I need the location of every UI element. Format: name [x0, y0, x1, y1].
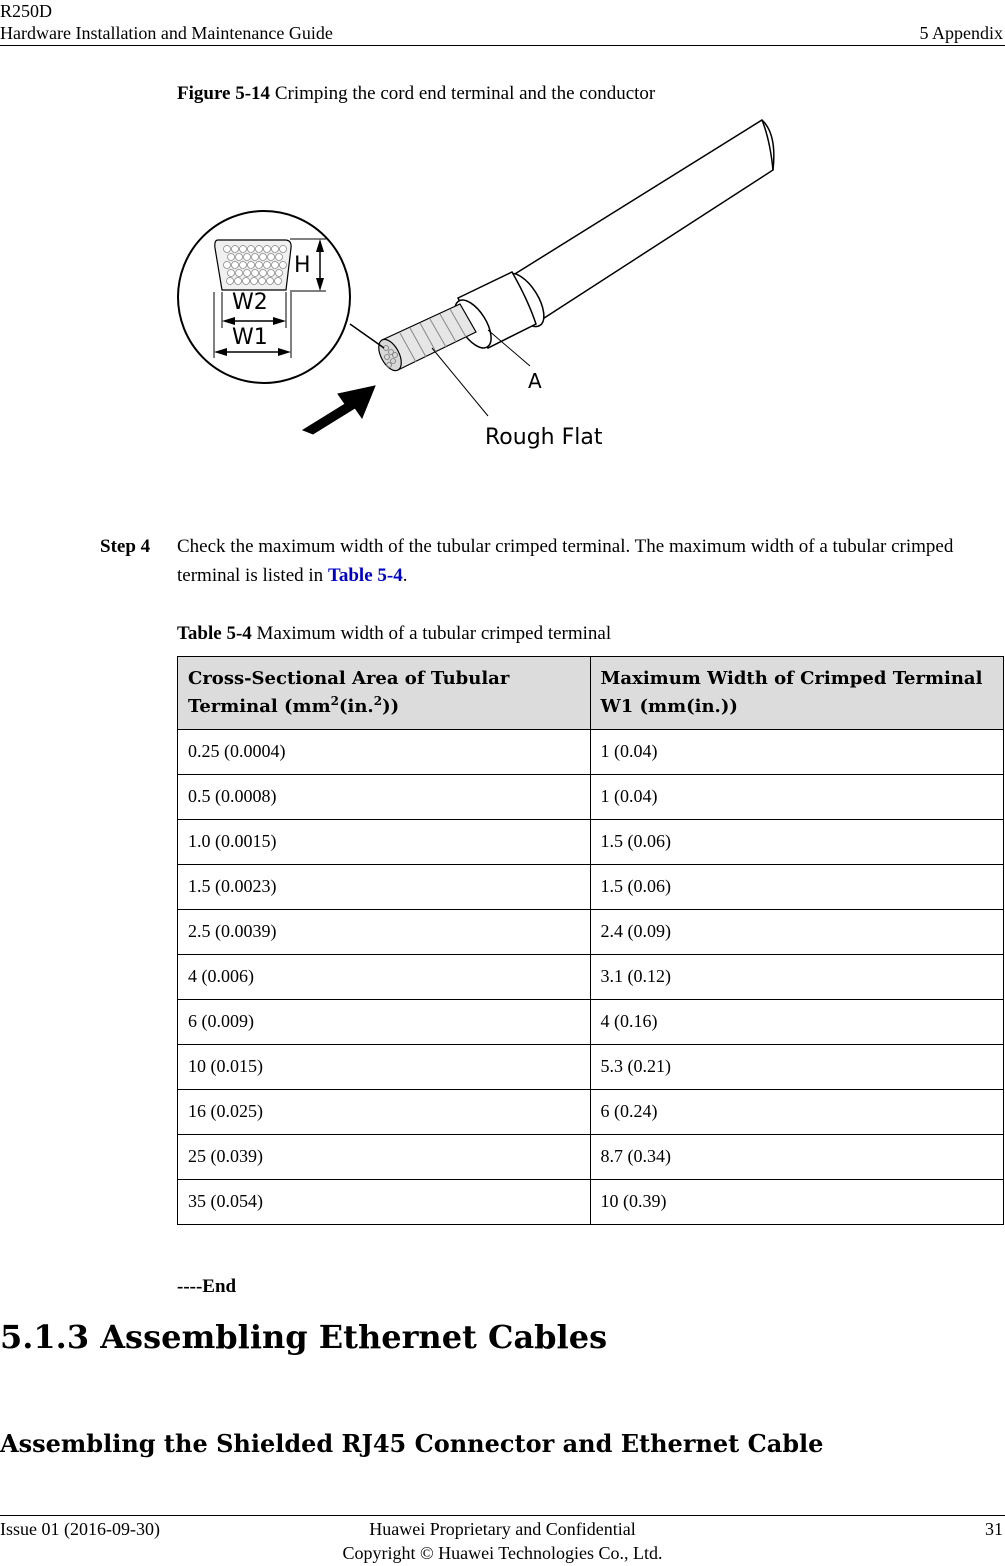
figure-title: Crimping the cord end terminal and the conductor: [274, 83, 656, 104]
table-caption: [177, 623, 611, 645]
cell-max-width: 8.7 (0.34): [590, 1135, 1004, 1180]
step-label: Step 4: [100, 536, 151, 557]
table-row: [178, 1135, 1004, 1180]
cell-max-width: 2.4 (0.09): [590, 910, 1004, 955]
figure-caption: [177, 83, 655, 105]
table-row: [178, 820, 1004, 865]
header-chapter: 5 Appendix: [919, 23, 1003, 43]
cell-cross-section: 2.5 (0.0039): [178, 910, 591, 955]
label-h: H: [294, 253, 311, 278]
cell-max-width: 1 (0.04): [590, 775, 1004, 820]
cell-max-width: 3.1 (0.12): [590, 955, 1004, 1000]
step-text: [177, 532, 997, 590]
table-row: [178, 1045, 1004, 1090]
table-row: [178, 775, 1004, 820]
label-rough-flat: Rough Flat: [485, 425, 603, 450]
footer-rule: [0, 1515, 1005, 1516]
table-row: [178, 1180, 1004, 1225]
cell-cross-section: 10 (0.015): [178, 1045, 591, 1090]
table-row: [178, 955, 1004, 1000]
cell-cross-section: 4 (0.006): [178, 955, 591, 1000]
header-col1-text2: (in.: [338, 696, 374, 717]
table-row: [178, 730, 1004, 775]
header-cross-section: [178, 657, 591, 730]
table-reference-link[interactable]: Table 5-4: [327, 565, 403, 586]
width-table: [177, 656, 1004, 1225]
cell-cross-section: 16 (0.025): [178, 1090, 591, 1135]
footer-confidential: Huawei Proprietary and Confidential: [369, 1519, 636, 1539]
cell-max-width: 1.5 (0.06): [590, 865, 1004, 910]
cell-cross-section: 35 (0.054): [178, 1180, 591, 1225]
cell-cross-section: 1.5 (0.0023): [178, 865, 591, 910]
table-row: [178, 910, 1004, 955]
figure-label: Figure 5-14: [177, 83, 271, 104]
header-rule: [0, 45, 1005, 46]
cable-jacket: [510, 120, 774, 322]
header-product: R250D: [0, 1, 53, 21]
label-w1: W1: [232, 325, 268, 350]
step-body-end: .: [402, 565, 408, 586]
header-guide-title: Hardware Installation and Maintenance Guide: [0, 23, 333, 43]
header-col1-sup2: 2: [373, 694, 383, 708]
footer-page-number: 31: [985, 1519, 1003, 1539]
crimping-figure: [170, 112, 810, 457]
cell-max-width: 1.5 (0.06): [590, 820, 1004, 865]
cell-max-width: 1 (0.04): [590, 730, 1004, 775]
cell-max-width: 10 (0.39): [590, 1180, 1004, 1225]
header-col1-text: Cross-Sectional Area of Tubular Terminal (mm: [188, 668, 510, 717]
footer-copyright: Copyright © Huawei Technologies Co., Ltd.: [342, 1543, 663, 1563]
cell-max-width: 5.3 (0.21): [590, 1045, 1004, 1090]
cell-cross-section: 6 (0.009): [178, 1000, 591, 1045]
label-w2: W2: [232, 290, 268, 315]
table-header-row: [178, 657, 1004, 730]
end-marker: ----End: [177, 1276, 237, 1297]
header-col1-sup1: 2: [330, 694, 339, 708]
step-body-text: Check the maximum width of the tubular crimped terminal. The maximum width of a tubular crimped terminal is listed in: [177, 536, 954, 586]
cell-max-width: 4 (0.16): [590, 1000, 1004, 1045]
cell-cross-section: 0.25 (0.0004): [178, 730, 591, 775]
cell-cross-section: 0.5 (0.0008): [178, 775, 591, 820]
table-title: Maximum width of a tubular crimped terminal: [256, 623, 612, 644]
footer-issue: Issue 01 (2016-09-30): [0, 1519, 160, 1539]
table-row: [178, 1000, 1004, 1045]
section-title: 5.1.3 Assembling Ethernet Cables: [0, 1318, 608, 1356]
table-row: [178, 1090, 1004, 1135]
header-col1-text3: )): [382, 696, 400, 717]
cell-cross-section: 25 (0.039): [178, 1135, 591, 1180]
cell-cross-section: 1.0 (0.0015): [178, 820, 591, 865]
subsection-title: Assembling the Shielded RJ45 Connector and Ethernet Cable: [0, 1429, 824, 1458]
insert-arrow-icon: [303, 386, 375, 434]
table-body: [178, 730, 1004, 1225]
header-max-width: Maximum Width of Crimped Terminal W1 (mm(in.)): [590, 657, 1004, 730]
label-a: A: [528, 369, 542, 393]
table-row: [178, 865, 1004, 910]
table-label: Table 5-4: [177, 623, 252, 644]
cell-max-width: 6 (0.24): [590, 1090, 1004, 1135]
